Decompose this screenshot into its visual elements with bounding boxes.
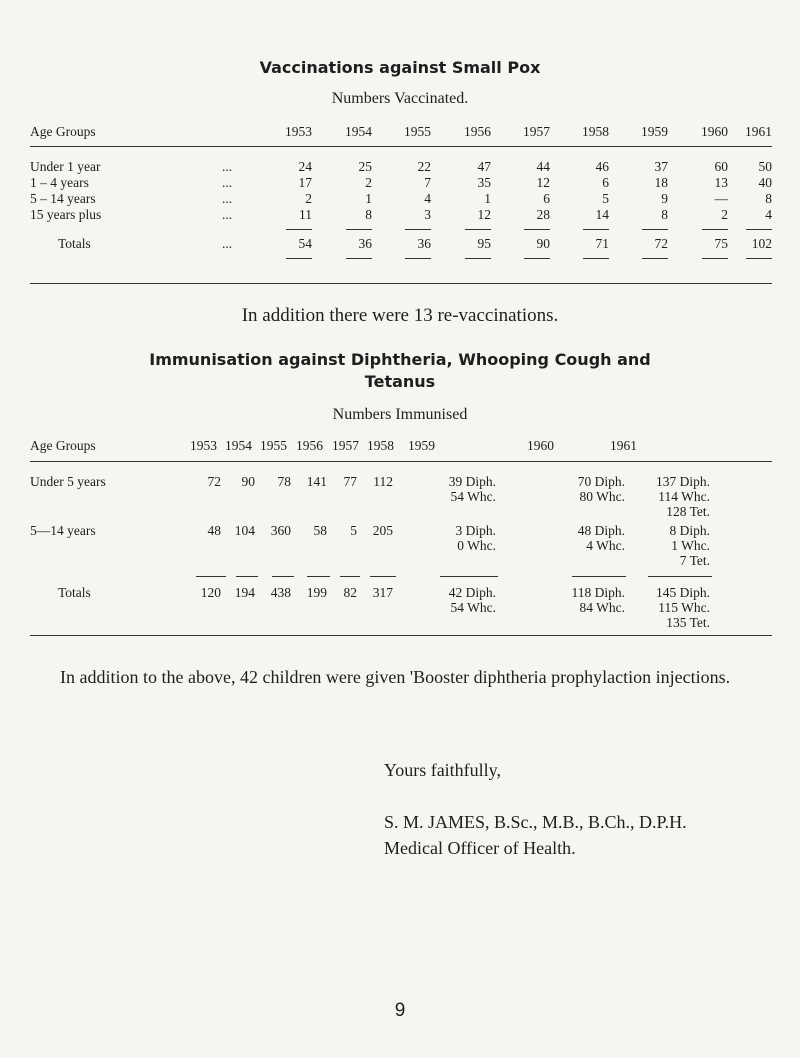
column-underline [746,258,772,259]
booster-paragraph: In addition to the above, 42 children were given 'Booster diphtheria prophylaction injections. [60,667,731,687]
table-cell: 77 [343,474,357,489]
table-cell: 22 [417,159,431,174]
table-cell: 58 [313,523,327,538]
year-header: 1958 [582,124,609,139]
table-cell: 104 [234,523,255,538]
leader-dots: ... [222,159,233,174]
column-underline [642,258,668,259]
column-underline [702,229,728,230]
column-underline [370,576,396,577]
year-header: 1954 [345,124,372,139]
table-cell: 28 [536,207,550,222]
totals-cell: 90 [536,236,550,251]
column-underline [272,576,294,577]
table-cell: 50 [758,159,772,174]
row-label: 5—14 years [30,523,96,538]
multi-line-cell: 70 Diph. 80 Whc. [577,474,625,504]
table-cell: 112 [373,474,393,489]
salutation: Yours faithfully, [384,760,502,780]
column-underline [465,258,491,259]
table-cell: — [714,191,728,206]
immunisation-bottom-rule [30,635,772,636]
leader-dots: ... [222,207,233,222]
table-cell: 5 [350,523,357,538]
table-cell: 8 [765,191,772,206]
table-cell: 6 [602,175,609,190]
table-cell: 35 [477,175,491,190]
totals-cell: 317 [372,585,393,600]
year-header: 1961 [745,124,772,139]
totals-cell: 71 [595,236,609,251]
column-underline [642,229,668,230]
column-underline [340,576,360,577]
table-cell: 90 [241,474,255,489]
column-underline [465,229,491,230]
table-cell: 47 [477,159,491,174]
totals-cell: 36 [417,236,431,251]
column-underline [405,258,431,259]
signatory-name: S. M. JAMES, B.Sc., M.B., B.Ch., D.P.H. [384,812,687,832]
table-cell: 12 [536,175,550,190]
row-label: 15 years plus [30,207,102,222]
totals-multi-line-cell: 42 Diph. 54 Whc. [448,585,496,615]
immunisation-title-line1: Immunisation against Diphtheria, Whooping Cough and [149,350,651,369]
totals-multi-line-cell: 118 Diph. 84 Whc. [571,585,625,615]
totals-cell: 54 [298,236,312,251]
row-label: 1 – 4 years [30,175,89,190]
table-cell: 40 [758,175,772,190]
table-cell: 141 [306,474,327,489]
totals-cell: 72 [654,236,668,251]
column-underline [583,258,609,259]
table-cell: 13 [714,175,728,190]
smallpox-header-rule [30,146,772,147]
table-cell: 24 [298,159,312,174]
table-cell: 6 [543,191,550,206]
table-cell: 25 [358,159,372,174]
leader-dots: ... [222,191,233,206]
row-label: 5 – 14 years [30,191,96,206]
table-cell: 5 [602,191,609,206]
table-cell: 17 [298,175,312,190]
year-header: 1953 [285,124,312,139]
table-cell: 18 [654,175,668,190]
table-cell: 4 [765,207,772,222]
revaccination-note: In addition there were 13 re-vaccinations. [241,305,559,326]
table-cell: 7 [424,175,431,190]
column-underline [746,229,772,230]
smallpox-age-header: Age Groups [30,124,96,139]
table-cell: 72 [207,474,221,489]
year-header: 1958 [367,438,394,453]
column-underline [236,576,258,577]
table-cell: 4 [424,191,431,206]
year-header: 1959 [641,124,668,139]
column-underline [440,576,498,577]
page-number: 9 [394,1000,406,1021]
immunisation-header-rule [30,461,772,462]
table-cell: 1 [365,191,372,206]
year-header: 1960 [527,438,554,453]
year-header: 1957 [523,124,550,139]
column-underline [524,258,550,259]
table-cell: 205 [372,523,393,538]
leader-dots: ... [222,175,233,190]
leader-dots: ... [222,236,233,251]
table-cell: 48 [207,523,221,538]
row-label: Under 5 years [30,474,106,489]
totals-label: Totals [58,236,91,251]
totals-cell: 438 [270,585,291,600]
year-header: 1957 [332,438,359,453]
table-cell: 78 [277,474,291,489]
year-header: 1955 [260,438,287,453]
table-cell: 46 [595,159,609,174]
column-underline [286,258,312,259]
column-underline [648,576,712,577]
table-cell: 3 [424,207,431,222]
year-header: 1956 [296,438,323,453]
table-cell: 2 [365,175,372,190]
totals-cell: 36 [358,236,372,251]
totals-multi-line-cell: 145 Diph. 115 Whc. 135 Tet. [656,585,710,630]
column-underline [524,229,550,230]
column-underline [346,258,372,259]
year-header: 1961 [610,438,637,453]
year-header: 1959 [408,438,435,453]
totals-cell: 199 [306,585,327,600]
column-underline [583,229,609,230]
smallpox-bottom-rule [30,283,772,284]
table-cell: 12 [477,207,491,222]
multi-line-cell: 39 Diph. 54 Whc. [448,474,496,504]
smallpox-subtitle: Numbers Vaccinated. [331,90,469,107]
totals-cell: 82 [343,585,357,600]
column-underline [405,229,431,230]
table-cell: 37 [654,159,668,174]
table-cell: 1 [484,191,491,206]
table-cell: 14 [595,207,609,222]
column-underline [307,576,330,577]
table-cell: 8 [365,207,372,222]
table-cell: 360 [270,523,291,538]
multi-line-cell: 8 Diph. 1 Whc. 7 Tet. [669,523,710,568]
year-header: 1960 [701,124,728,139]
table-cell: 44 [536,159,550,174]
column-underline [286,229,312,230]
totals-cell: 120 [200,585,221,600]
immunisation-age-header: Age Groups [30,438,96,453]
table-cell: 9 [661,191,668,206]
year-header: 1956 [464,124,491,139]
column-underline [572,576,626,577]
column-underline [346,229,372,230]
column-underline [196,576,226,577]
row-label: Under 1 year [30,159,101,174]
multi-line-cell: 137 Diph. 114 Whc. 128 Tet. [656,474,710,519]
year-header: 1953 [190,438,217,453]
totals-cell: 194 [234,585,255,600]
year-header: 1955 [404,124,431,139]
immunisation-subtitle: Numbers Immunised [332,406,468,423]
totals-cell: 102 [751,236,772,251]
multi-line-cell: 48 Diph. 4 Whc. [577,523,625,553]
immunisation-title-line2: Tetanus [364,372,436,391]
table-cell: 8 [661,207,668,222]
multi-line-cell: 3 Diph. 0 Whc. [455,523,496,553]
smallpox-title: Vaccinations against Small Pox [259,58,541,77]
table-cell: 60 [714,159,728,174]
table-cell: 11 [299,207,312,222]
year-header: 1954 [225,438,252,453]
totals-cell: 95 [477,236,491,251]
table-cell: 2 [305,191,312,206]
signatory-role: Medical Officer of Health. [384,838,576,858]
totals-cell: 75 [714,236,728,251]
column-underline [702,258,728,259]
table-cell: 2 [721,207,728,222]
totals-label: Totals [58,585,91,600]
